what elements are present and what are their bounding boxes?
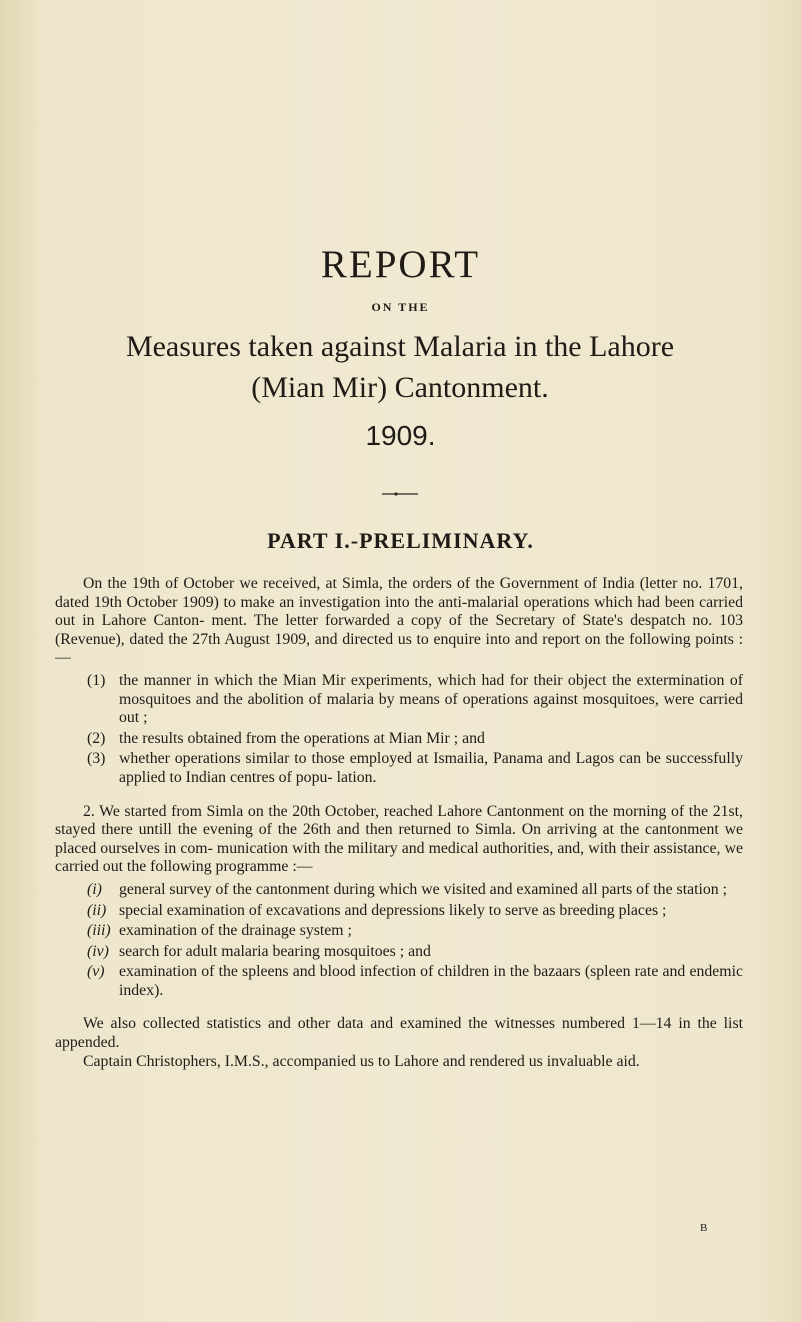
report-body: [55, 575, 743, 1071]
ornament-rule-icon: [380, 490, 420, 498]
list-item: (3) whether operations similar to those employed at Ismailia, Panama and Lagos can be successfully applied to Indian centres of popu- lation.: [87, 750, 743, 786]
points-list: [55, 672, 743, 788]
list-item: (iii) examination of the drainage system ;: [87, 922, 352, 940]
paragraph-3: We also collected statistics and other data and examined the witnesses numbered 1—14 in the list appended.: [55, 1015, 743, 1052]
report-title: REPORT: [320, 243, 481, 286]
signature-mark: B: [700, 1222, 708, 1234]
report-year: 1909.: [365, 420, 436, 451]
report-subtitle: [60, 326, 740, 408]
list-item: (i) general survey of the cantonment during which we visited and examined all parts of the station ;: [87, 880, 728, 898]
part-heading: PART I.-PRELIMINARY.: [267, 528, 534, 553]
subtitle-line-1: Measures taken against Malaria in the Lahore: [125, 330, 675, 363]
list-item: (v) examination of the spleens and blood infection of children in the bazaars (spleen rate and endemic index).: [87, 963, 743, 999]
list-item: (iv) search for adult malaria bearing mosquitoes ; and: [87, 942, 431, 960]
list-item: (2) the results obtained from the operations at Mian Mir ; and: [87, 729, 485, 747]
programme-list: [55, 881, 743, 1001]
paragraph-4: Captain Christophers, I.M.S., accompanied us to Lahore and rendered us invaluable aid.: [83, 1052, 640, 1070]
subtitle-line-2: (Mian Mir) Cantonment.: [251, 371, 549, 404]
paragraph-1: On the 19th of October we received, at Simla, the orders of the Government of India (letter no. 1701, dated 19th October 1909) to make an investigation into the anti-malarial operations which had been carried out in Lahore Canton- ment. The letter forwarded a copy of the Secretary of State's despatch no. 103 (Revenue), dated the 27th August 1909, and directed us to enquire into and report on the following points :—: [55, 575, 743, 667]
list-item: (1) the manner in which the Mian Mir experiments, which had for their object the extermination of mosquitoes and the abolition of malaria by means of operations against mosquitoes, were carried out ;: [87, 671, 743, 727]
paragraph-2: 2. We started from Simla on the 20th October, reached Lahore Cantonment on the morning of the 21st, stayed there untill the evening of the 26th and then returned to Simla. On arriving at the cantonment we placed ourselves in com- munication with the military and medical authorities, and, with their assistance, we carried out the following programme :—: [55, 802, 743, 876]
on-the-label: ON THE: [371, 300, 430, 314]
list-item: (ii) special examination of excavations and depressions likely to serve as breeding places ;: [87, 901, 667, 919]
